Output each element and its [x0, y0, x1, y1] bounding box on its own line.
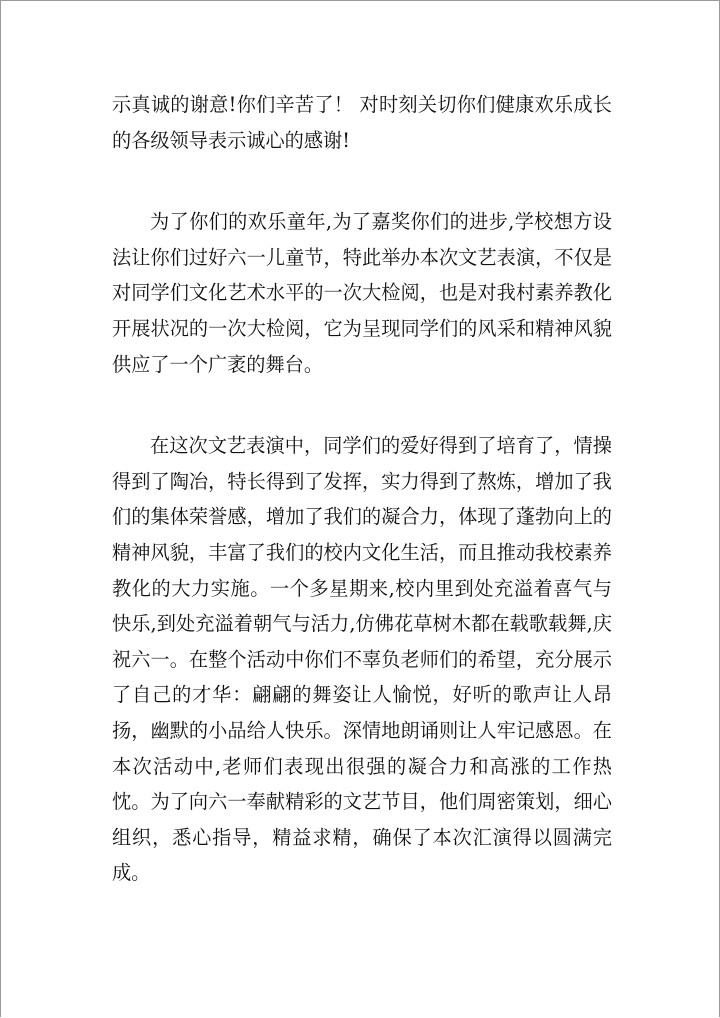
- paragraph-gap: [112, 158, 612, 204]
- document-body: [112, 87, 612, 891]
- paragraph-2: 为了你们的欢乐童年,为了嘉奖你们的进步,学校想方设法让你们过好六一儿童节，特此举办本次文艺表演，不仅是对同学们文化艺术水平的一次大检阅，也是对我村素养教化开展状况的一次大检阅，它为呈现同学们的风采和精神风貌供应了一个广袤的舞台。: [112, 210, 612, 376]
- paragraph-1: 示真诚的谢意!你们辛苦了！ 对时刻关切你们健康欢乐成长的各级领导表示诚心的感谢!: [112, 93, 612, 152]
- paragraph-3: 在这次文艺表演中，同学们的爱好得到了培育了，情操得到了陶冶，特长得到了发挥，实力得到了熬炼，增加了我们的集体荣誉感，增加了我们的凝合力，体现了蓬勃向上的精神风貌，丰富了我们的校内文化生活，而且推动我校素养教化的大力实施。一个多星期来,校内里到处充溢着喜气与快乐,到处充溢着朝气与活力,仿佛花草树木都在载歌载舞,庆祝六一。在整个活动中你们不辜负老师们的希望，充分展示了自己的才华：翩翩的舞姿让人愉悦，好听的歌声让人昂扬，幽默的小品给人快乐。深情地朗诵则让人牢记感恩。在本次活动中,老师们表现出很强的凝合力和高涨的工作热忱。为了向六一奉献精彩的文艺节目，他们周密策划，细心组织，悉心指导，精益求精，确保了本次汇演得以圆满完成。: [112, 434, 612, 885]
- paragraph-gap: [112, 382, 612, 428]
